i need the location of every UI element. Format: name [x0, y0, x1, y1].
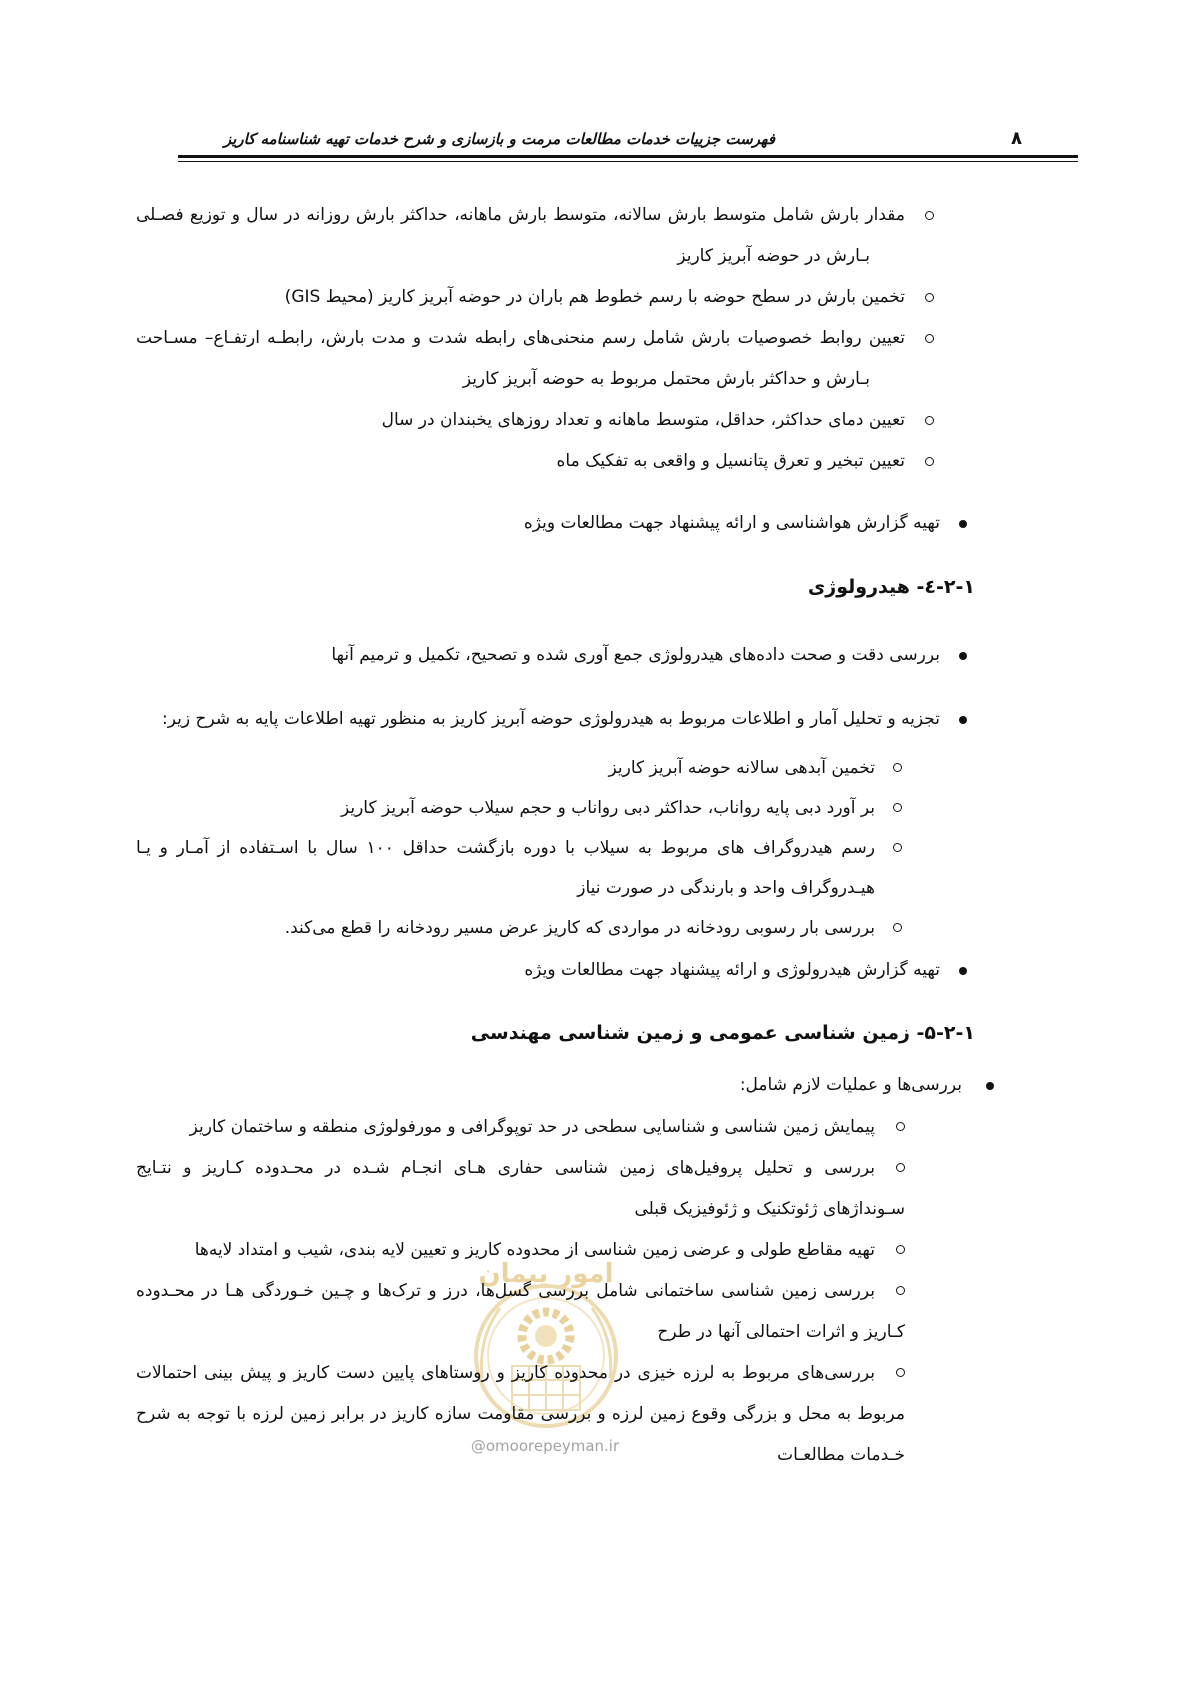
list-item-text: رسم هیدروگراف های مربوط به سیلاب با دوره بازگشت حداقل ۱۰۰ سال با اسـتفاده از آمـار و یـا هیـدروگراف واحد و بارندگی در صورت نیاز [136, 838, 875, 898]
list-item [136, 828, 1000, 908]
document-body [136, 195, 1000, 1476]
filled-bullet-icon [959, 652, 967, 660]
list-item-text: تعیین دمای حداکثر، حداقل، متوسط ماهانه و تعداد روزهای یخبندان در سال [381, 410, 905, 430]
list-item [136, 277, 1000, 318]
circle-bullet-icon [896, 1122, 905, 1131]
bullet-item [136, 950, 1000, 991]
bullet-item-text: تجزیه و تحلیل آمار و اطلاعات مربوط به هیدرولوژی حوضه آبریز کاریز به منظور تهیه اطلاعات پایه به شرح زیر: [162, 709, 940, 729]
list-item [136, 400, 1000, 441]
circle-bullet-icon [925, 211, 934, 220]
list-item [136, 788, 1000, 828]
bullet-item-text: بررسی‌ها و عملیات لازم شامل: [739, 1075, 962, 1095]
watermark-logo-text: امور پیمان [478, 1259, 614, 1289]
filled-bullet-icon [959, 716, 967, 724]
watermark-site: @omoorepeyman.ir [470, 1437, 620, 1455]
bullet-item [136, 503, 1000, 544]
section-title: هیدرولوژی [807, 576, 910, 598]
list-item-text: تعیین تبخیر و تعرق پتانسیل و واقعی به تفکیک ماه [556, 451, 905, 471]
list-item-text: تخمین بارش در سطح حوضه با رسم خطوط هم باران در حوضه آبریز کاریز (محیط GIS) [284, 287, 905, 307]
circle-bullet-icon [925, 334, 934, 343]
filled-bullet-icon [986, 1082, 994, 1090]
page-number: ۸ [1011, 128, 1022, 149]
header-rule-thin [178, 161, 1078, 162]
list-item [136, 748, 1000, 788]
circle-bullet-icon [893, 803, 902, 812]
section-heading-hydrology [136, 567, 1000, 608]
section-number: ۱-۲-٤- [916, 576, 975, 598]
bullet-item-text: بررسی دقت و صحت داده‌های هیدرولوژی جمع آوری شده و تصحیح، تکمیل و ترمیم آنها [331, 645, 940, 665]
list-item-text: مقدار بارش شامل متوسط بارش سالانه، متوسط بارش ماهانه، حداکثر بارش روزانه در سال و توزیع فصـلی بـارش در حوضه آبریز کاریز [136, 205, 905, 266]
bullet-item-text: تهیه گزارش هواشناسی و ارائه پیشنهاد جهت مطالعات ویژه [523, 513, 940, 533]
circle-bullet-icon [893, 763, 902, 772]
circle-bullet-holder [875, 1245, 905, 1255]
circle-bullet-icon [896, 1163, 905, 1172]
list-item [136, 441, 1000, 482]
list-item-text: بررسی بار رسوبی رودخانه در مواردی که کاریز عرض مسیر رودخانه را قطع می‌کند. [284, 918, 875, 938]
circle-bullet-icon [896, 1245, 905, 1254]
bullet-item [136, 699, 1000, 740]
filled-bullet-icon [959, 967, 967, 975]
list-item-text: تخمین آبدهی سالانه حوضه آبریز کاریز [608, 758, 875, 778]
circle-bullet-icon [896, 1286, 905, 1295]
circle-bullet-icon [925, 293, 934, 302]
circle-bullet-holder [875, 1163, 905, 1173]
list-item [136, 908, 1000, 948]
bullet-item [136, 635, 1000, 676]
section-heading-geology [136, 1013, 1000, 1054]
list-item [136, 1107, 1000, 1148]
section-title: زمین شناسی عمومی و زمین شناسی مهندسی [470, 1022, 910, 1044]
bullet-item-text: تهیه گزارش هیدرولوژی و ارائه پیشنهاد جهت مطالعات ویژه [524, 960, 940, 980]
list-item [136, 1271, 1000, 1353]
running-title: فهرست جزییات خدمات مطالعات مرمت و بازسازی و شرح خدمات تهیه شناسنامه کاریز [223, 130, 775, 148]
list-item [136, 1353, 1000, 1476]
list-item-text: تعیین روابط خصوصیات بارش شامل رسم منحنی‌های رابطه شدت و مدت بارش، رابطـه ارتفـاع– مسـاحت بـارش و حداکثر بارش محتمل مربوط به حوضه آبریز کاریز [136, 328, 905, 389]
circle-bullet-holder [875, 1368, 905, 1378]
bullet-item [136, 1065, 1000, 1106]
list-item-text: بررسی و تحلیل پروفیل‌های زمین شناسی حفاری هـای انجـام شـده در محـدوده کـاریز و نتـایج سـونداژهای ژئوتکنیک و ژئوفیزیک قبلی [136, 1158, 905, 1219]
circle-bullet-icon [893, 923, 902, 932]
list-item [136, 1148, 1000, 1230]
list-item-text: بر آورد دبی پایه رواناب، حداکثر دبی رواناب و حجم سیلاب حوضه آبریز کاریز [340, 798, 875, 818]
list-item-text: بررسی‌های مربوط به لرزه خیزی در محدوده کاریز و روستاهای پایین دست کاریز و پیش بینی احتمالات مربوط به محل و بزرگی وقوع زمین لرزه و بررسی مقاومت سازه کاریز در برابر زمین لرزه با توجه به شرح خـدمات مطالعـات [136, 1363, 905, 1465]
list-item [136, 318, 1000, 400]
circle-bullet-holder [875, 1286, 905, 1296]
page-header [178, 124, 1078, 154]
list-item-text: تهیه مقاطع طولی و عرضی زمین شناسی از محدوده کاریز و تعیین لایه بندی، شیب و امتداد لایه‌ها [194, 1240, 875, 1260]
list-item [136, 1230, 1000, 1271]
circle-bullet-icon [896, 1368, 905, 1377]
list-item-text: بررسی زمین شناسی ساختمانی شامل بررسی گسل‌ها، درز و ترک‌ها و چـین خـوردگی هـا در محـدوده کـاریز و اثرات احتمالی آنها در طرح [136, 1281, 905, 1342]
list-item [136, 195, 1000, 277]
circle-bullet-icon [893, 843, 902, 852]
list-item-text: پیمایش زمین شناسی و شناسایی سطحی در حد توپوگرافی و مورفولوژی منطقه و ساختمان کاریز [189, 1117, 875, 1137]
circle-bullet-icon [925, 416, 934, 425]
circle-bullet-holder [875, 1122, 905, 1132]
filled-bullet-icon [959, 520, 967, 528]
section-number: ۱-۲-۵- [916, 1022, 975, 1044]
circle-bullet-icon [925, 457, 934, 466]
header-rule-thick [178, 155, 1078, 158]
